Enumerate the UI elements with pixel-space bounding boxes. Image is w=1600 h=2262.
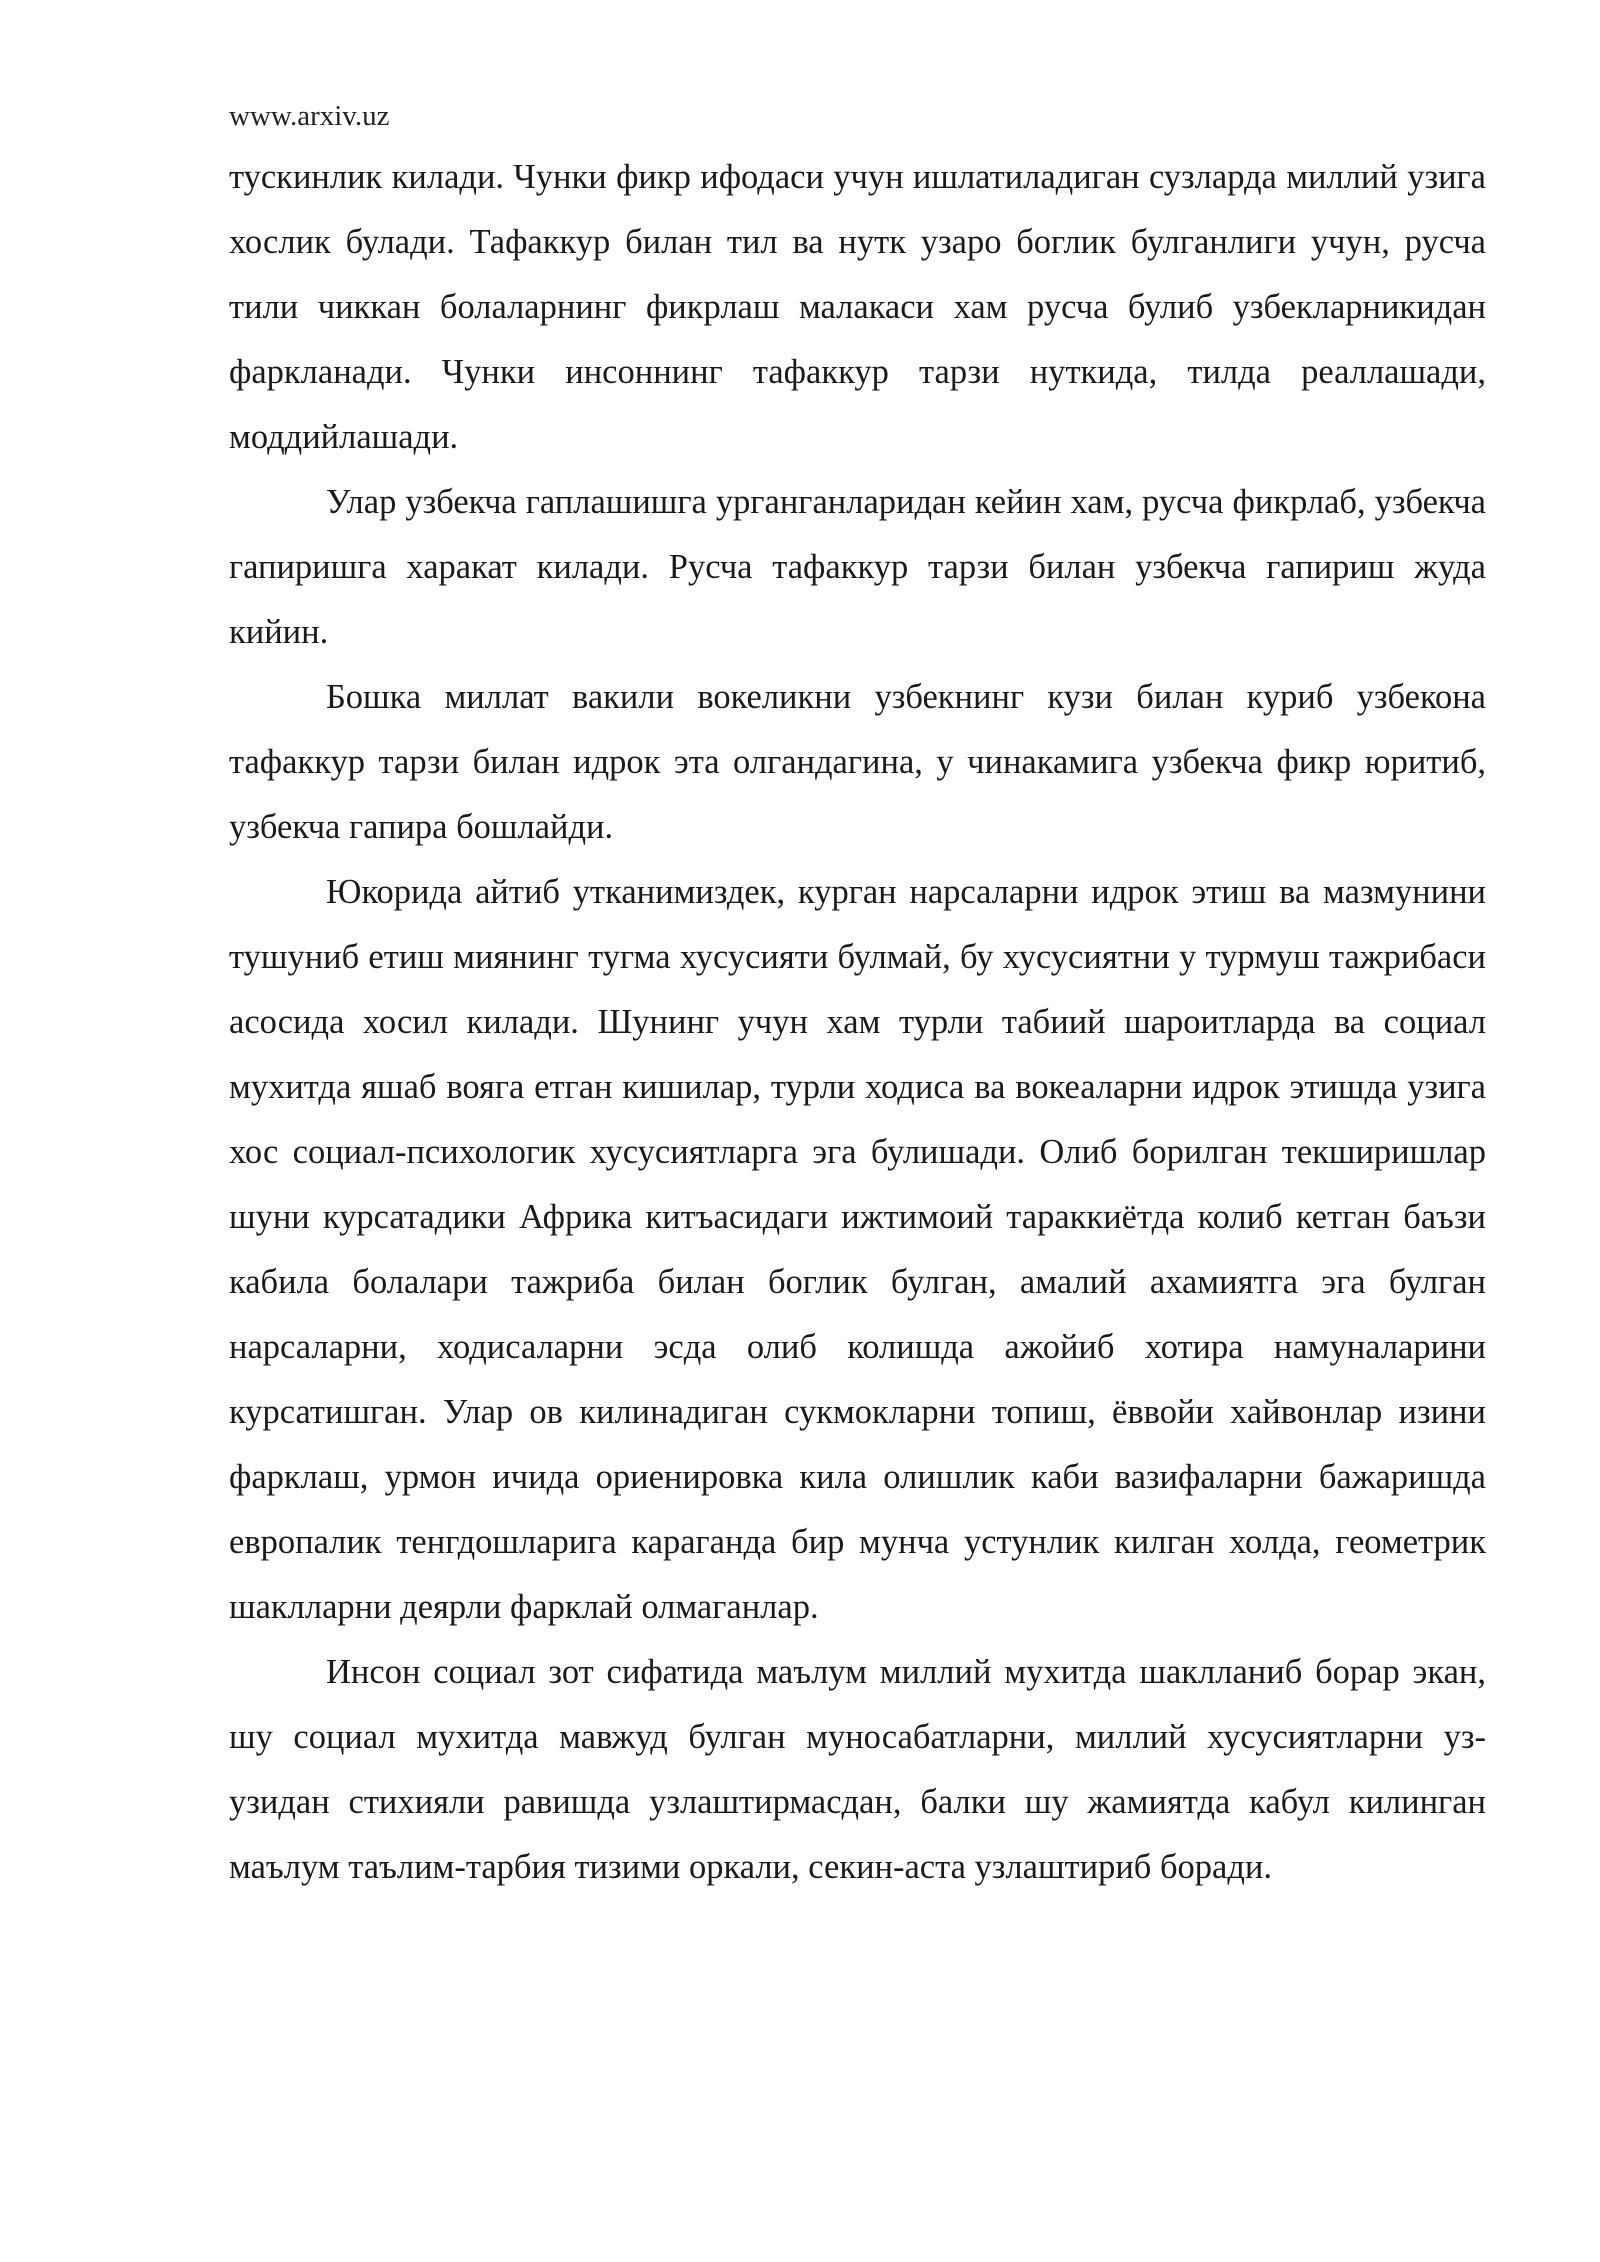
paragraph-1: тускинлик килади. Чунки фикр ифодаси учун ишлатиладиган сузларда миллий узига хослик булади. Тафаккур билан тил ва нутк узаро боглик булганлиги учун, русча тили чиккан болаларнинг фикрлаш малакаси хам русча булиб узбекларникидан фаркланади. Чунки инсоннинг тафаккур тарзи нуткида, тилда реаллашади, моддийлашади. xyxy=(229,158,1486,456)
site-url: www.arxiv.uz xyxy=(229,100,390,132)
paragraph-2: Улар узбекча гаплашишга урганганларидан кейин хам, русча фикрлаб, узбекча гапиришга харакат килади. Русча тафаккур тарзи билан узбекча гапириш жуда кийин. xyxy=(229,483,1486,651)
paragraph-4: Юкорида айтиб утканимиздек, курган нарсаларни идрок этиш ва мазмунини тушуниб етиш миянинг тугма хусусияти булмай, бу хусусиятни у турмуш тажрибаси асосида хосил килади. Шунинг учун хам турли табиий шароитларда ва социал мухитда яшаб вояга етган кишилар, турли ходиса ва вокеаларни идрок этишда узига хос социал-психологик хусусиятларга эга булишади. Олиб борилган текширишлар шуни курсатадики Африка китъасидаги ижтимоий тараккиётда колиб кетган баъзи кабила болалари тажриба билан боглик булган, амалий ахамиятга эга булган нарсаларни, ходисаларни эсда олиб колишда ажойиб хотира намуналарини курсатишган. Улар ов килинадиган сукмокларни топиш, ёввойи хайвонлар изини фарклаш, урмон ичида ориенировка кила олишлик каби вазифаларни бажаришда европалик тенгдошларига караганда бир мунча устунлик килган холда, геометрик шаклларни деярли фарклай олмаганлар. xyxy=(229,873,1486,1626)
document-body xyxy=(229,145,1486,1900)
paragraph-3: Бошка миллат вакили вокеликни узбекнинг кузи билан куриб узбекона тафаккур тарзи билан идрок эта олгандагина, у чинакамига узбекча фикр юритиб, узбекча гапира бошлайди. xyxy=(229,678,1486,846)
paragraph-5: Инсон социал зот сифатида маълум миллий мухитда шаклланиб борар экан, шу социал мухитда мавжуд булган муносабатларни, миллий хусусиятларни уз-узидан стихияли равишда узлаштирмасдан, балки шу жамиятда кабул килинган маълум таълим-тарбия тизими оркали, секин-аста узлаштириб боради. xyxy=(229,1653,1486,1886)
